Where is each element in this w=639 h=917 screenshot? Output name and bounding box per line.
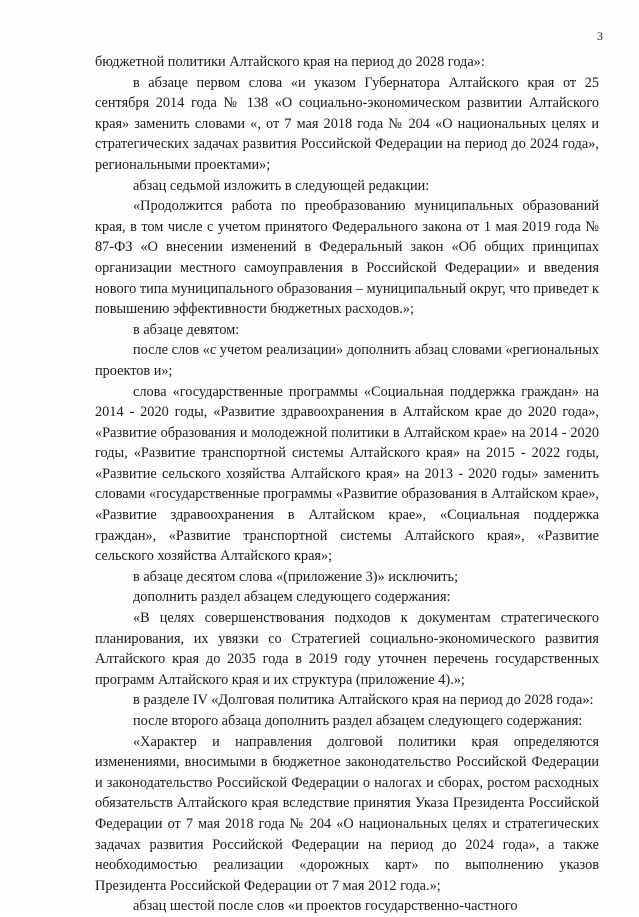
paragraph: бюджетной политики Алтайского края на период до 2028 года»: — [95, 54, 485, 70]
page-number: 3 — [597, 29, 603, 43]
paragraph: в разделе IV «Долговая политика Алтайского края на период до 2028 года»: — [133, 692, 594, 709]
paragraph: после второго абзаца дополнить раздел абзацем следующего содержания: — [133, 713, 583, 729]
paragraph: дополнить раздел абзацем следующего содержания: — [133, 589, 451, 606]
paragraph: слова «государственные программы «Социальная поддержка граждан» на 2014 - 2020 годы, «Развитие здравоохранения в Алтайском крае до 2020 года», «Развитие образования и молодежной политики в Алтайском крае» на 2014 - 2020 годы, «Развитие транспортной системы Алтайского края» на 2015 - 2022 годы, «Развитие сельского хозяйства Алтайского края» на 2013 - 2020 годы» заменить словами «государственные программы «Развитие образования в Алтайском крае», «Развитие здравоохранения в Алтайском крае», «Социальная поддержка граждан», «Развитие транспортной системы Алтайского края», «Развитие сельского хозяйства Алтайского края»; — [95, 383, 599, 565]
paragraph: «В целях совершенствования подходов к документам стратегического планирования, их увязки со Стратегией социально-экономического развития Алтайского края до 2035 года в 2019 году уточнен перечень государственных программ Алтайского края и их структура (приложение 4).»; — [95, 610, 599, 688]
document-body — [95, 52, 599, 917]
paragraph: абзац шестой после слов «и проектов государственно-частного — [133, 898, 518, 915]
paragraph: в абзаце десятом слова «(приложение 3)» исключить; — [133, 568, 459, 585]
paragraph: «Характер и направления долговой политики края определяются изменениями, вносимыми в бюджетное законодательство Российской Федерации и законодательство Российской Федерации о налогах и сборах, ростом расходных обязательств Алтайского края вследствие принятия Указа Президента Российской Федерации от 7 мая 2018 года № 204 «О национальных целях и стратегических задачах развития Российской Федерации на период до 2024 года», а также необходимостью реализации «дорожных карт» по выполнению указов Президента Российской Федерации от 7 мая 2012 года.»; — [95, 733, 599, 894]
paragraph: после слов «с учетом реализации» дополнить абзац словами «региональных проектов и»; — [95, 342, 599, 379]
paragraph: абзац седьмой изложить в следующей редакции: — [133, 177, 430, 194]
paragraph: в абзаце девятом: — [133, 321, 240, 338]
paragraph: в абзаце первом слова «и указом Губернатора Алтайского края от 25 сентября 2014 года № 138 «О социально-экономическом развитии Алтайского края» заменить словами «, от 7 мая 2018 года № 204 «О национальных целях и стратегических задачах развития Российской Федерации на период до 2024 года», региональными проектами»; — [95, 74, 599, 173]
paragraph: «Продолжится работа по преобразованию муниципальных образований края, в том числе с учетом принятого Федерального закона от 1 мая 2019 года № 87-ФЗ «О внесении изменений в Федеральный закон «Об общих принципах организации местного самоуправления в Российской Федерации» и введения нового типа муниципального образования – муниципальный округ, что приведет к повышению эффективности бюджетных расходов.»; — [95, 198, 599, 318]
